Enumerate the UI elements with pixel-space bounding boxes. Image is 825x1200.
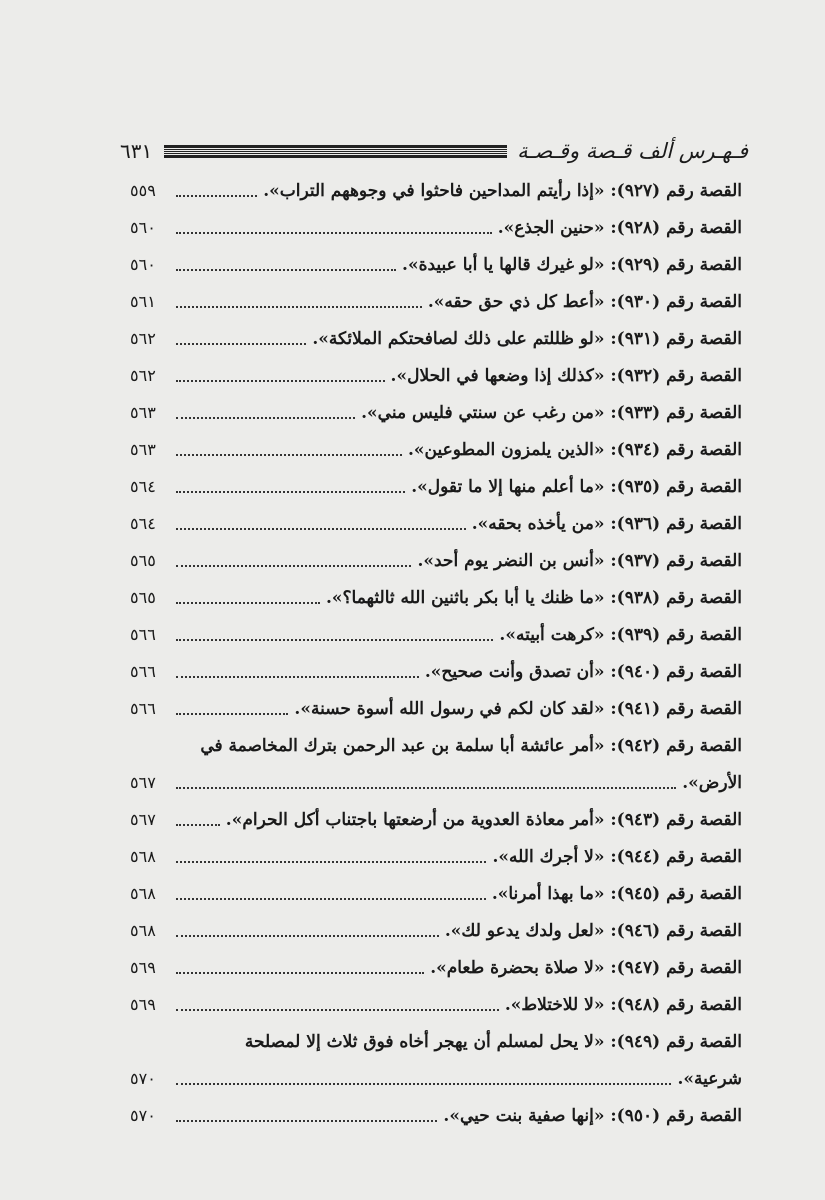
entry-page: ٥٦٩ [130, 995, 156, 1014]
index-entry-929 [130, 246, 742, 283]
entry-page: ٥٧٠ [130, 1069, 156, 1088]
dot-leader [176, 363, 385, 382]
entry-title: القصة رقم (٩٣٣): «من رغب عن سنتي فليس مني». [361, 402, 742, 423]
entry-page: ٥٦٦ [130, 625, 156, 644]
entry-page: ٥٦١ [130, 292, 156, 311]
entry-title: القصة رقم (٩٣٦): «من يأخذه بحقه». [471, 513, 742, 534]
entry-page: ٥٦٣ [130, 440, 156, 459]
index-entry-949-line1 [130, 1023, 742, 1060]
dot-leader [176, 844, 486, 863]
dot-leader [176, 474, 405, 493]
dot-leader [176, 881, 486, 900]
entry-page: ٥٦٤ [130, 514, 156, 533]
entry-title-line2: الأرض». [682, 772, 742, 793]
dot-leader [176, 1103, 437, 1122]
dot-leader [176, 585, 320, 604]
entry-page: ٥٦٤ [130, 477, 156, 496]
entry-title: القصة رقم (٩٣٢): «كذلك إذا وضعها في الحلال». [390, 365, 742, 386]
entry-title: القصة رقم (٩٥٠): «إنها صفية بنت حيي». [443, 1105, 742, 1126]
entry-title: القصة رقم (٩٤٣): «أمر معاذة العدوية من أرضعتها باجتناب أكل الحرام». [225, 809, 742, 830]
index-entry-927 [130, 172, 742, 209]
entry-title: القصة رقم (٩٣٥): «ما أعلم منها إلا ما تقول». [411, 476, 742, 497]
index-entry-940 [130, 653, 742, 690]
index-entry-950 [130, 1097, 742, 1134]
index-entry-941 [130, 690, 742, 727]
header-title: فـهـرس ألف قـصة وقـصـة [517, 139, 748, 163]
entry-page: ٥٦٥ [130, 588, 156, 607]
index-entry-933 [130, 394, 742, 431]
index-entry-944 [130, 838, 742, 875]
dot-leader [176, 178, 257, 197]
dot-leader [176, 400, 355, 419]
entry-page: ٥٦٨ [130, 847, 156, 866]
index-entry-949-line2 [130, 1060, 742, 1097]
dot-leader [176, 918, 439, 937]
index-entry-946 [130, 912, 742, 949]
index-entry-939 [130, 616, 742, 653]
dot-leader [176, 252, 396, 271]
index-entry-934 [130, 431, 742, 468]
index-entry-947 [130, 949, 742, 986]
index-entry-942-line1 [130, 727, 742, 764]
dot-leader [176, 215, 492, 234]
entry-title: القصة رقم (٩٣٩): «كرهت أبيته». [499, 624, 742, 645]
entry-title: القصة رقم (٩٣١): «لو ظللتم على ذلك لصافحتكم الملائكة». [312, 328, 742, 349]
dot-leader [176, 770, 676, 789]
entry-page: ٥٦٣ [130, 403, 156, 422]
index-entry-938 [130, 579, 742, 616]
entry-title: القصة رقم (٩٢٨): «حنين الجذع». [497, 217, 742, 238]
entry-title: القصة رقم (٩٤٨): «لا للاختلاط». [504, 994, 742, 1015]
dot-leader [176, 511, 466, 530]
entry-title: القصة رقم (٩٤٠): «أن تصدق وأنت صحيح». [424, 661, 742, 682]
entry-page: ٥٦٢ [130, 366, 156, 385]
dot-leader [176, 807, 220, 826]
entry-page: ٥٦٥ [130, 551, 156, 570]
running-header [120, 133, 748, 169]
entry-title: القصة رقم (٩٤٥): «ما بهذا أمرنا». [491, 883, 742, 904]
dot-leader [176, 1066, 671, 1085]
index-entry-930 [130, 283, 742, 320]
entry-page: ٥٦٧ [130, 773, 156, 792]
index-entry-942-line2 [130, 764, 742, 801]
entry-page: ٥٦٧ [130, 810, 156, 829]
entry-page: ٥٦٦ [130, 662, 156, 681]
entry-title: القصة رقم (٩٤١): «لقد كان لكم في رسول الله أسوة حسنة». [294, 698, 742, 719]
entry-page: ٥٦٢ [130, 329, 156, 348]
entry-title: القصة رقم (٩٤٦): «لعل ولدك يدعو لك». [444, 920, 742, 941]
dot-leader [176, 622, 493, 641]
dot-leader [176, 659, 419, 678]
dot-leader [176, 437, 402, 456]
entry-page: ٥٧٠ [130, 1106, 156, 1125]
entry-page: ٥٦٨ [130, 884, 156, 903]
index-entry-935 [130, 468, 742, 505]
index-entry-945 [130, 875, 742, 912]
dot-leader [176, 326, 306, 345]
dot-leader [176, 955, 424, 974]
dot-leader [176, 992, 499, 1011]
entry-page: ٥٦٨ [130, 921, 156, 940]
entry-title: القصة رقم (٩٣٤): «الذين يلمزون المطوعين». [408, 439, 742, 460]
entry-page: ٥٦٠ [130, 255, 156, 274]
dot-leader [176, 548, 411, 567]
entry-title: القصة رقم (٩٣٨): «ما ظنك يا أبا بكر باثنين الله ثالثهما؟». [325, 587, 742, 608]
entry-title: القصة رقم (٩٤٤): «لا أجرك الله». [492, 846, 742, 867]
dot-leader [176, 696, 288, 715]
entry-title-line1: القصة رقم (٩٤٢): «أمر عائشة أبا سلمة بن عبد الرحمن بترك المخاصمة في [200, 735, 742, 756]
entry-page: ٥٦٩ [130, 958, 156, 977]
header-page-number: ٦٣١ [120, 139, 153, 163]
entry-title: القصة رقم (٩٤٧): «لا صلاة بحضرة طعام». [430, 957, 742, 978]
header-rule [164, 145, 507, 158]
entry-page: ٥٥٩ [130, 181, 156, 200]
entry-title: القصة رقم (٩٢٧): «إذا رأيتم المداحين فاحثوا في وجوههم التراب». [263, 180, 742, 201]
entry-title: القصة رقم (٩٢٩): «لو غيرك قالها يا أبا عبيدة». [402, 254, 742, 275]
index-entry-937 [130, 542, 742, 579]
index-entry-928 [130, 209, 742, 246]
entry-title: القصة رقم (٩٣٠): «أعط كل ذي حق حقه». [427, 291, 742, 312]
index-entry-932 [130, 357, 742, 394]
index-entry-936 [130, 505, 742, 542]
entry-title: القصة رقم (٩٣٧): «أنس بن النضر يوم أحد». [417, 550, 742, 571]
entry-title-line1: القصة رقم (٩٤٩): «لا يحل لمسلم أن يهجر أخاه فوق ثلاث إلا لمصلحة [244, 1031, 742, 1052]
index-entry-943 [130, 801, 742, 838]
entry-page: ٥٦٦ [130, 699, 156, 718]
dot-leader [176, 289, 422, 308]
index-entry-931 [130, 320, 742, 357]
index-entry-948 [130, 986, 742, 1023]
entry-page: ٥٦٠ [130, 218, 156, 237]
entry-title-line2: شرعية». [677, 1068, 742, 1089]
index-entries [130, 172, 742, 1134]
